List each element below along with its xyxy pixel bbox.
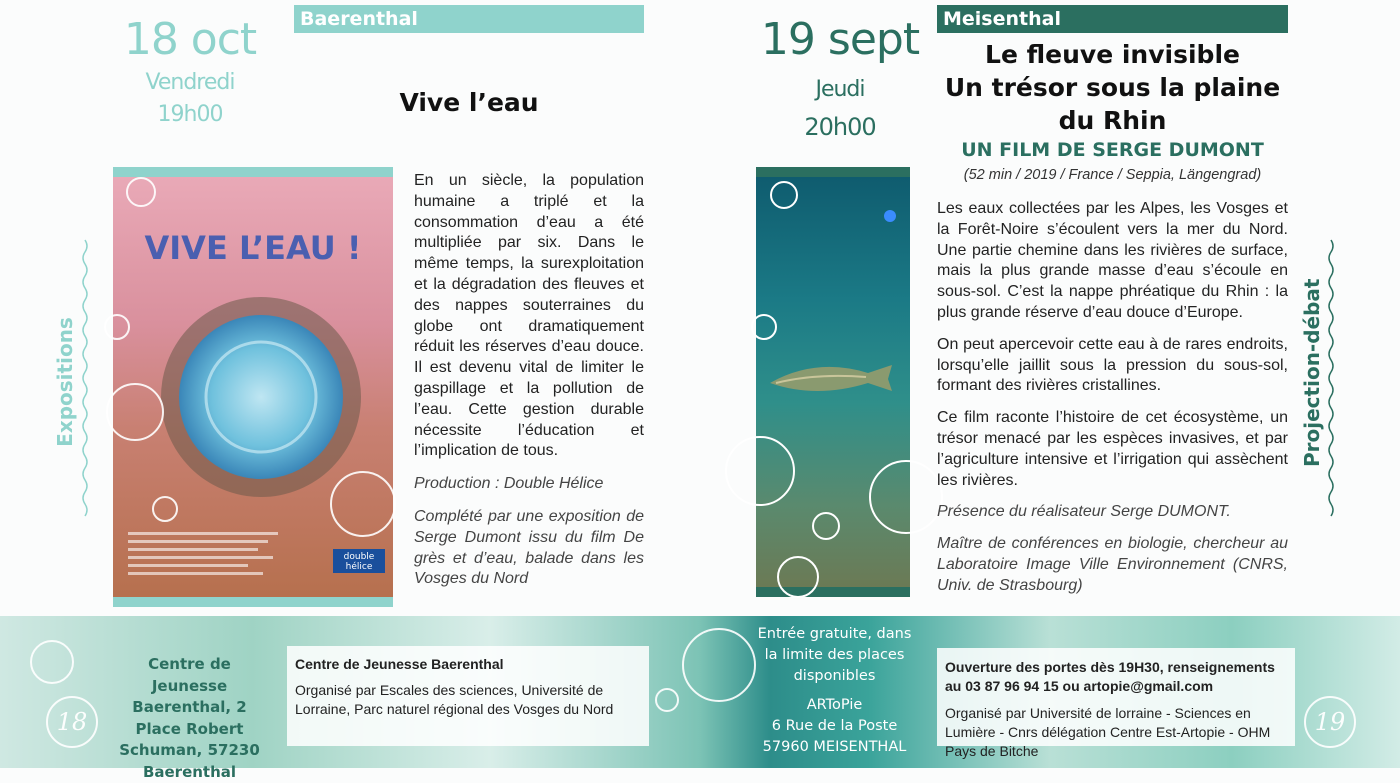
right-venue-bar: Meisenthal bbox=[937, 5, 1288, 33]
right-title-line3: du Rhin bbox=[1058, 106, 1167, 135]
left-info-box bbox=[287, 646, 649, 746]
right-paragraph-2: On peut apercevoir cette eau à de rares endroits, lorsqu’elle jaillit sous la pression du sous-sol, formant des rivières cristallines. bbox=[937, 335, 1288, 395]
left-wave-divider bbox=[80, 240, 90, 525]
venue-city: 57960 MEISENTHAL bbox=[762, 739, 907, 755]
right-title-line1: Le fleuve invisible bbox=[985, 40, 1240, 69]
left-description bbox=[414, 171, 644, 602]
left-venue-bar: Baerenthal bbox=[294, 5, 644, 33]
right-info-title: Ouverture des portes dès 19H30, renseignements au 03 87 96 94 15 ou artopie@gmail.com bbox=[945, 659, 1275, 694]
footer-bubble bbox=[30, 640, 74, 684]
left-weekday: Vendredi bbox=[145, 70, 235, 95]
right-page-number: 19 bbox=[1304, 696, 1356, 748]
poster-title: VIVE L’EAU ! bbox=[144, 229, 362, 267]
right-film-image bbox=[756, 167, 910, 597]
footer-bubble bbox=[682, 628, 756, 702]
left-date-block bbox=[110, 14, 270, 132]
right-info-body: Organisé par Université de lorraine - Sciences en Lumière - Cnrs délégation Centre Est-Artopie - OHM Pays de Bitche bbox=[945, 705, 1271, 759]
left-info-title: Centre de Jeunesse Baerenthal bbox=[295, 656, 504, 672]
right-wave-divider bbox=[1326, 240, 1336, 525]
left-page-number: 18 bbox=[46, 696, 98, 748]
left-paragraph: En un siècle, la population humaine a triplé et la consommation d’eau a été multipliée par six. Dans le même temps, la surexploitation et la dégradation des fleuves et des nappes souterraines du globe ont dramatiquement réduit les réserves d’eau douce. Il est devenu vital de limiter le gaspillage et la pollution de l’eau. Cette gestion durable nécessite l’éducation et l’implication de tous. bbox=[414, 172, 644, 460]
left-info-body: Organisé par Escales des sciences, Université de Lorraine, Parc naturel régional des Vosges du Nord bbox=[295, 682, 614, 717]
film-director: UN FILM DE SERGE DUMONT bbox=[961, 139, 1264, 161]
right-section-label: Projection-débat bbox=[1300, 278, 1324, 467]
venue-name: ARToPie bbox=[806, 697, 863, 713]
left-event-title: Vive l’eau bbox=[399, 88, 539, 117]
left-footer-address: Centre de Jeunesse Baerenthal, 2 Place Robert Schuman, 57230 Baerenthal bbox=[119, 655, 260, 781]
left-section-label: Expositions bbox=[53, 317, 77, 447]
right-time: 20h00 bbox=[804, 113, 876, 141]
footer-bubble bbox=[655, 688, 679, 712]
right-event-title bbox=[937, 38, 1288, 137]
poster-art bbox=[113, 177, 393, 597]
poster-logo-line2: hélice bbox=[345, 562, 373, 572]
poster-logo-line1: double bbox=[343, 552, 375, 562]
left-production: Production : Double Hélice bbox=[414, 475, 604, 493]
left-poster-image bbox=[113, 167, 393, 607]
free-entry-note: Entrée gratuite, dans la limite des places disponibles bbox=[757, 626, 912, 684]
right-paragraph-3: Ce film raconte l’histoire de cet écosystème, un trésor menacé par les espèces invasives, et par l’agriculture intensive et l’irrigation qui assèchent les rivières. bbox=[937, 409, 1288, 489]
left-complement: Complété par une exposition de Serge Dumont issu du film De grès et d’eau, balade dans les Vosges du Nord bbox=[414, 507, 644, 588]
right-description bbox=[937, 199, 1288, 608]
right-presence: Présence du réalisateur Serge DUMONT. bbox=[937, 503, 1231, 521]
film-art bbox=[756, 177, 910, 587]
left-time: 19h00 bbox=[157, 102, 223, 127]
venue-street: 6 Rue de la Poste bbox=[771, 718, 898, 734]
right-bio: Maître de conférences en biologie, chercheur au Laboratoire Image Ville Environnement (CNRS, Univ. de Strasbourg) bbox=[937, 535, 1288, 594]
right-footer-venue bbox=[752, 624, 917, 758]
right-paragraph-1: Les eaux collectées par les Alpes, les Vosges et la Forêt-Noire s’écoulent vers la mer du Nord. Une partie chemine dans les rivières de surface, mais la plus grande masse d’eau s’écoule en sous-sol. C’est la nappe phréatique du Rhin : la plus grande réserve d’eau douce d’Europe. bbox=[937, 200, 1288, 321]
left-date: 18 oct bbox=[123, 14, 257, 65]
right-date: 19 sept bbox=[760, 14, 920, 65]
right-date-block bbox=[760, 14, 920, 146]
right-info-box bbox=[937, 648, 1295, 759]
right-weekday: Jeudi bbox=[815, 77, 865, 102]
film-meta: (52 min / 2019 / France / Seppia, Längengrad) bbox=[963, 167, 1262, 183]
right-title-line2: Un trésor sous la plaine bbox=[944, 73, 1281, 102]
